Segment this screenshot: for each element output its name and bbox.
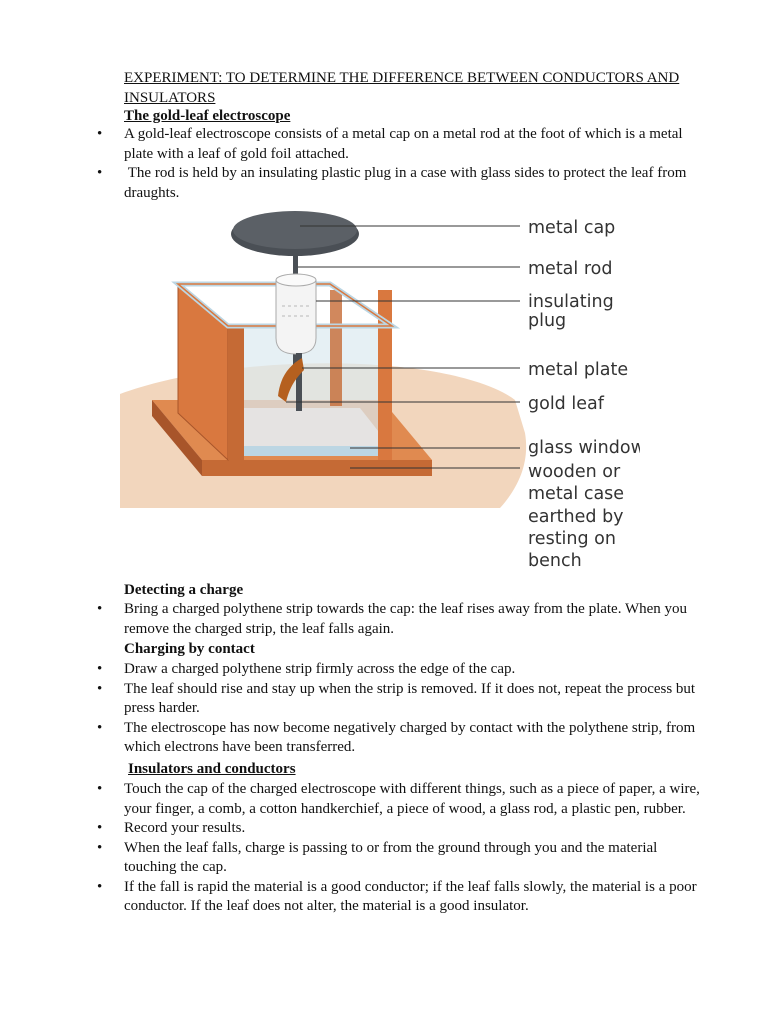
label-case-2: metal case bbox=[528, 484, 625, 504]
list-item: • When the leaf falls, charge is passing to or from the ground through you and the material touching the cap. bbox=[95, 839, 705, 878]
list-item: • Draw a charged polythene strip firmly across the edge of the cap. bbox=[95, 660, 705, 680]
list-item: • The leaf should rise and stay up when the strip is removed. If it does not, repeat the process but press harder. bbox=[95, 680, 705, 719]
label-gold-leaf: gold leaf bbox=[528, 394, 604, 414]
label-metal-rod: metal rod bbox=[528, 259, 613, 279]
case-post-back bbox=[330, 290, 342, 406]
metal-cap-top bbox=[233, 211, 357, 249]
contact-bullet-list bbox=[95, 660, 705, 758]
case-back-edge bbox=[228, 326, 244, 460]
section-heading-detecting: Detecting a charge bbox=[124, 582, 244, 598]
insulating-plug bbox=[276, 280, 316, 354]
label-insulating-plug-1: insulating bbox=[528, 292, 614, 312]
section-heading-electroscope: The gold-leaf electroscope bbox=[124, 108, 291, 124]
list-item: • The rod is held by an insulating plastic plug in a case with glass sides to protect the leaf from draughts. bbox=[95, 164, 705, 203]
list-item: • Touch the cap of the charged electroscope with different things, such as a piece of paper, a wire, your finger, a comb, a cotton handkerchief, a piece of wood, a glass rod, a plastic pen, rubber. bbox=[95, 780, 705, 819]
list-item: • The electroscope has now become negatively charged by contact with the polythene strip, from which electrons have been transferred. bbox=[95, 719, 705, 758]
label-case-3: earthed by bbox=[528, 507, 624, 527]
label-case-1: wooden or bbox=[528, 462, 621, 482]
label-case-5: bench bbox=[528, 551, 582, 571]
electroscope-bullet-list bbox=[95, 125, 705, 203]
section-heading-insulators: Insulators and conductors bbox=[128, 761, 296, 777]
label-case-4: resting on bbox=[528, 529, 616, 549]
list-item: • A gold-leaf electroscope consists of a metal cap on a metal rod at the foot of which is a metal plate with a leaf of gold foil attached. bbox=[95, 125, 705, 164]
detecting-bullet-list bbox=[95, 600, 705, 639]
label-metal-plate: metal plate bbox=[528, 360, 629, 380]
page-title: EXPERIMENT: TO DETERMINE THE DIFFERENCE BETWEEN CONDUCTORS AND INSULATORS bbox=[124, 70, 680, 106]
insulators-bullet-list bbox=[95, 780, 705, 917]
list-item: • Record your results. bbox=[95, 819, 705, 839]
list-item: • Bring a charged polythene strip towards the cap: the leaf rises away from the plate. When you remove the charged strip, the leaf falls again. bbox=[95, 600, 705, 639]
label-glass-window: glass window bbox=[528, 438, 640, 458]
insulating-plug-top bbox=[276, 274, 316, 286]
electroscope-diagram bbox=[120, 208, 640, 580]
label-metal-cap: metal cap bbox=[528, 218, 616, 238]
electroscope-diagram-svg bbox=[120, 208, 640, 580]
section-heading-contact: Charging by contact bbox=[124, 641, 255, 657]
list-item: • If the fall is rapid the material is a good conductor; if the leaf falls slowly, the material is a poor conductor. If the leaf does not alter, the material is a good insulator. bbox=[95, 878, 705, 917]
label-insulating-plug-2: plug bbox=[528, 311, 567, 331]
